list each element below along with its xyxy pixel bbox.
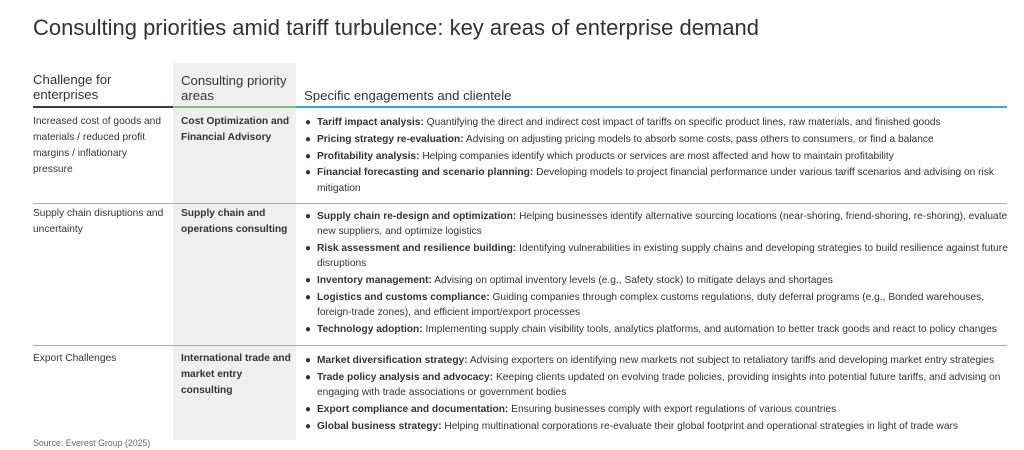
priority-area-cell: Supply chain and operations consulting (181, 208, 288, 235)
row-divider (33, 203, 1007, 204)
bullet-icon: ● (305, 371, 312, 383)
engagement-term: Profitability analysis: (317, 150, 420, 162)
list-item (304, 209, 1008, 239)
list-item (304, 149, 1008, 164)
bullet-icon: ● (305, 133, 312, 145)
bullet-icon: ● (305, 323, 312, 335)
header-underline-areas (173, 106, 296, 108)
bullet-icon: ● (305, 117, 312, 128)
engagement-text: Helping businesses identify alternative sourcing locations (near-shoring, friend-shoring, re-shoring), evaluate new suppliers, and optimize logistics (317, 211, 1008, 238)
priority-area-cell: International trade and market entry consulting (181, 353, 291, 396)
list-item (304, 402, 1008, 417)
bullet-icon: ● (305, 291, 312, 303)
engagement-term: Inventory management: (317, 275, 432, 286)
engagement-text: Helping multinational corporations re-evaluate their global footprint and operational strategies in light of trade wars (441, 420, 959, 432)
bullet-icon: ● (305, 420, 312, 432)
header-challenge: Challenge for enterprises (33, 72, 112, 102)
engagement-term: Risk assessment and resilience building: (317, 243, 517, 254)
engagement-text: Advising exporters on identifying new markets not subject to retaliatory tariffs and developing market entry strategies (467, 355, 995, 366)
header-underline-engagements (296, 106, 1007, 108)
bullet-icon: ● (305, 150, 312, 162)
priority-area-cell: Cost Optimization and Financial Advisory (181, 116, 290, 143)
source-note: Source: Everest Group (2025) (33, 438, 151, 448)
header-priority-areas: Consulting priority areas (181, 73, 287, 103)
engagement-text: Quantifying the direct and indirect cost impact of tariffs on specific product lines, raw materials, and finished goods (423, 117, 941, 128)
engagement-text: Implementing supply chain visibility tools, analytics platforms, and automation to better track goods and react to policy changes (422, 323, 997, 335)
bullet-icon: ● (305, 243, 312, 254)
list-item (304, 115, 1008, 130)
list-item (304, 273, 1008, 288)
list-item (304, 353, 1008, 368)
engagement-term: Logistics and customs compliance: (317, 291, 490, 303)
engagement-list (304, 209, 1008, 339)
engagement-term: Pricing strategy re-evaluation: (317, 133, 464, 145)
list-item (304, 241, 1008, 271)
engagement-text: Developing models to project financial performance under various tariff scenarios and advising on risk mitigation (317, 167, 995, 194)
list-item (304, 322, 1008, 337)
engagement-list (304, 353, 1008, 435)
challenge-cell: Supply chain disruptions and uncertainty (33, 208, 164, 235)
challenge-cell: Increased cost of goods and materials / reduced profit margins / inflationary pressure (33, 116, 161, 175)
engagement-term: Export compliance and documentation: (317, 403, 509, 415)
header-engagements: Specific engagements and clientele (304, 88, 512, 103)
engagement-text: Identifying vulnerabilities in existing supply chains and developing strategies to build resilience against future disruptions (317, 243, 1008, 270)
list-item (304, 132, 1008, 147)
list-item (304, 290, 1008, 320)
page-title: Consulting priorities amid tariff turbulence: key areas of enterprise demand (33, 15, 759, 40)
list-item (304, 419, 1008, 434)
engagement-term: Market diversification strategy: (317, 355, 468, 366)
engagement-term: Global business strategy: (317, 420, 442, 432)
challenge-cell: Export Challenges (33, 353, 117, 364)
bullet-icon: ● (305, 211, 312, 222)
engagement-text: Keeping clients updated on evolving trade policies, providing insights into potential future tariffs, and advising on engaging with trade associations or government bodies (317, 371, 1001, 398)
list-item (304, 370, 1008, 400)
bullet-icon: ● (305, 403, 312, 415)
engagement-term: Tariff impact analysis: (317, 117, 424, 128)
engagement-term: Financial forecasting and scenario planning: (317, 167, 534, 179)
engagement-text: Advising on adjusting pricing models to absorb some costs, pass others to consumers, or find a balance (463, 133, 934, 145)
engagement-term: Technology adoption: (317, 323, 423, 335)
row-divider (33, 345, 1007, 346)
bullet-icon: ● (305, 275, 312, 286)
bullet-icon: ● (305, 355, 312, 366)
engagement-text: Helping companies identify which products or services are most affected and how to maintain profitability (419, 150, 894, 162)
engagement-text: Ensuring businesses comply with export regulations of various countries (508, 403, 837, 415)
engagement-list (304, 115, 1008, 197)
engagement-text: Guiding companies through complex customs regulations, duty deferral programs (e.g., Bonded warehouses, foreign-trade zones), and efficient import/export processes (317, 291, 985, 318)
engagement-term: Supply chain re-design and optimization: (317, 211, 517, 222)
header-underline-challenge (33, 106, 173, 108)
engagement-text: Advising on optimal inventory levels (e.g., Safety stock) to mitigate delays and shortages (431, 275, 833, 286)
engagement-term: Trade policy analysis and advocacy: (317, 371, 494, 383)
list-item (304, 165, 1008, 195)
bullet-icon: ● (305, 167, 312, 179)
